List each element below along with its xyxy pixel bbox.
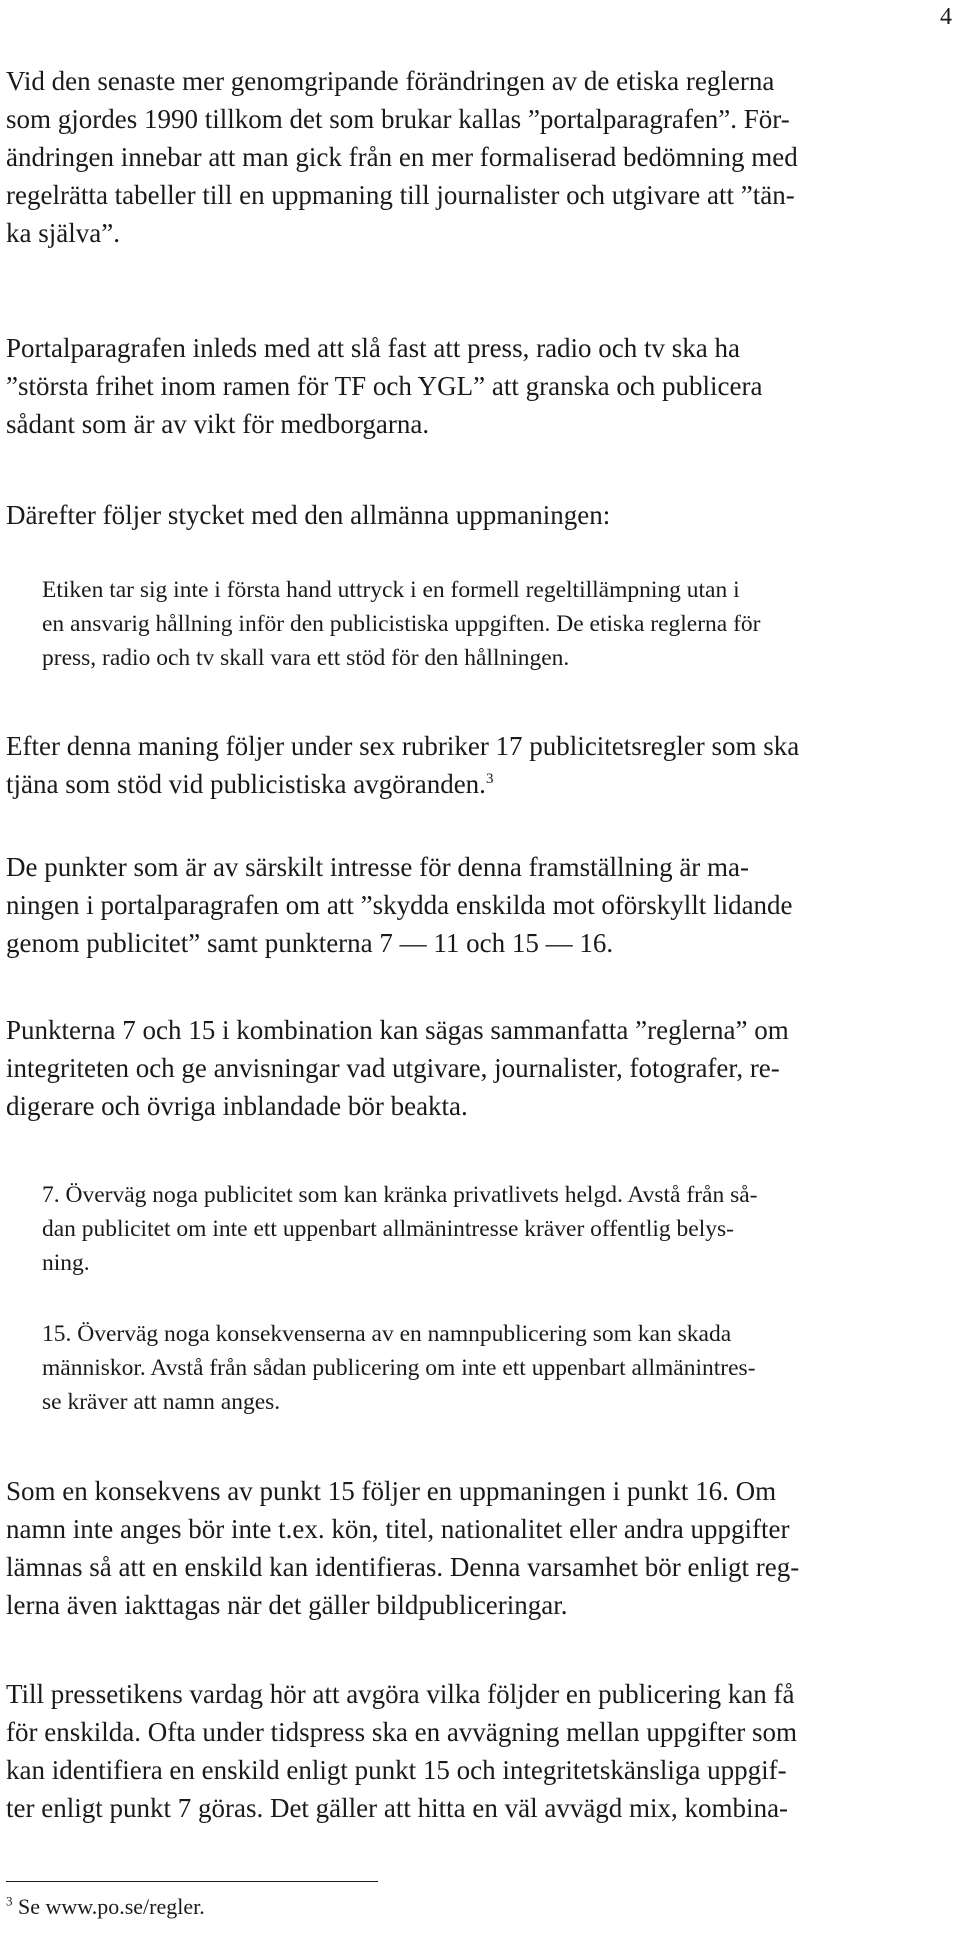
quote-line: ning. [42,1250,90,1276]
text-line: sådant som är av vikt för medborgarna. [6,409,430,439]
quote-line: se kräver att namn anges. [42,1389,281,1415]
text-line: ”största frihet inom ramen för TF och YGL” att granska och publicera [6,371,763,401]
footnote-divider [6,1881,378,1882]
paragraph [6,1472,952,1624]
paragraph [6,848,952,962]
text-segment: tjäna som stöd vid publicistiska avgöranden. [6,769,486,799]
paragraph [6,727,952,803]
footnote-marker: 3 [6,1893,13,1909]
paragraph [6,496,952,534]
block-quote [42,573,952,675]
text-line: Som en konsekvens av punkt 15 följer en uppmaningen i punkt 16. Om [6,1476,777,1506]
quote-line: 15. Överväg noga konsekvenserna av en namnpublicering som kan skada [42,1321,732,1347]
quote-line: dan publicitet om inte ett uppenbart allmänintresse kräver offentlig belys- [42,1216,734,1242]
text-line: regelrätta tabeller till en uppmaning till journalister och utgivare att ”tän- [6,180,795,210]
text-line: ter enligt punkt 7 göras. Det gäller att hitta en väl avvägd mix, kombina- [6,1793,789,1823]
text-line: kan identifiera en enskild enligt punkt 15 och integritetskänsliga uppgif- [6,1755,787,1785]
text-line: De punkter som är av särskilt intresse för denna framställning är ma- [6,852,750,882]
quote-line: press, radio och tv skall vara ett stöd för den hållningen. [42,645,570,671]
quote-line: människor. Avstå från sådan publicering om inte ett uppenbart allmänintres- [42,1355,756,1381]
text-line: för enskilda. Ofta under tidspress ska en avvägning mellan uppgifter som [6,1717,798,1747]
footnote [6,1893,205,1921]
block-quote [42,1178,952,1280]
text-line: som gjordes 1990 tillkom det som brukar kallas ”portalparagrafen”. För- [6,104,790,134]
text-line: ka själva”. [6,218,120,248]
text-line: genom publicitet” samt punkterna 7 — 11 och 15 — 16. [6,928,614,958]
quote-line: en ansvarig hållning inför den publicistiska uppgiften. De etiska reglerna för [42,611,761,637]
footnote-text: Se www.po.se/regler. [12,1894,205,1919]
paragraph [6,329,952,443]
text-line: Vid den senaste mer genomgripande förändringen av de etiska reglerna [6,66,775,96]
page-number: 4 [940,4,952,30]
text-line: Efter denna maning följer under sex rubriker 17 publicitetsregler som ska [6,731,800,761]
quote-line: Etiken tar sig inte i första hand uttryck i en formell regeltillämpning utan i [42,577,740,603]
footnote-reference: 3 [485,771,494,787]
paragraph [6,1675,952,1827]
text-line: namn inte anges bör inte t.ex. kön, titel, nationalitet eller andra uppgifter [6,1514,790,1544]
block-quote [42,1317,952,1419]
paragraph [6,1011,952,1125]
text-line: lerna även iakttagas när det gäller bildpubliceringar. [6,1590,568,1620]
quote-line: 7. Överväg noga publicitet som kan kränka privatlivets helgd. Avstå från så- [42,1182,758,1208]
text-line: digerare och övriga inblandade bör beakta. [6,1091,468,1121]
text-line [6,765,952,803]
text-line: Portalparagrafen inleds med att slå fast att press, radio och tv ska ha [6,333,741,363]
text-line: Till pressetikens vardag hör att avgöra vilka följder en publicering kan få [6,1679,795,1709]
text-line: Därefter följer stycket med den allmänna uppmaningen: [6,500,611,530]
text-line: integriteten och ge anvisningar vad utgivare, journalister, fotografer, re- [6,1053,780,1083]
text-line: Punkterna 7 och 15 i kombination kan sägas sammanfatta ”reglerna” om [6,1015,789,1045]
text-line: ningen i portalparagrafen om att ”skydda enskilda mot oförskyllt lidande [6,890,793,920]
text-line: lämnas så att en enskild kan identifieras. Denna varsamhet bör enligt reg- [6,1552,800,1582]
text-line: ändringen innebar att man gick från en mer formaliserad bedömning med [6,142,798,172]
paragraph [6,62,952,252]
